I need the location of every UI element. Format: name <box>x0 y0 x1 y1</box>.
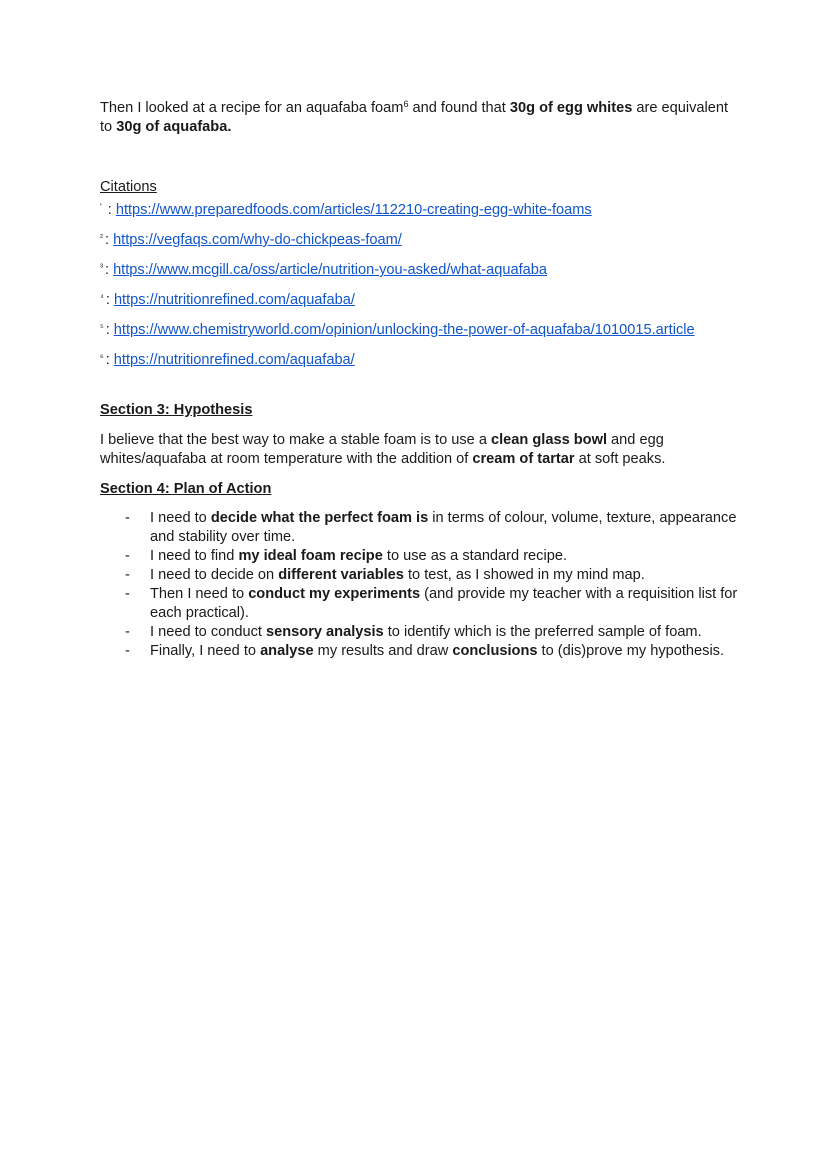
section-4-heading: Section 4: Plan of Action <box>100 481 272 497</box>
item-text: Then I need to <box>150 586 249 602</box>
list-dash: - <box>125 586 130 602</box>
citation-link[interactable]: https://www.mcgill.ca/oss/article/nutrition-you-asked/what-aquafaba <box>113 262 548 278</box>
citation-link[interactable]: https://nutritionrefined.com/aquafaba/ <box>113 352 355 368</box>
intro-paragraph <box>100 99 740 137</box>
list-dash: - <box>125 624 130 640</box>
citation-number: ⁴ <box>100 292 104 302</box>
citation-item <box>100 291 740 321</box>
citations-list <box>100 201 740 381</box>
list-item <box>100 585 740 623</box>
citation-separator: : <box>105 292 110 308</box>
item-text: I need to conduct <box>150 624 267 640</box>
citation-item <box>100 321 740 351</box>
list-item <box>100 547 740 566</box>
citations-heading: Citations <box>100 179 157 195</box>
hypothesis-bold: cream of tartar <box>472 451 575 467</box>
citation-separator: : <box>105 322 110 338</box>
citation-link[interactable]: https://www.chemistryworld.com/opinion/unlocking-the-power-of-aquafaba/1010015.article <box>113 322 695 338</box>
item-bold: different variables <box>278 567 404 583</box>
citation-item <box>100 231 740 261</box>
citation-item <box>100 261 740 291</box>
item-text: to identify which is the preferred sample of foam. <box>383 624 702 640</box>
list-item <box>100 566 740 585</box>
item-bold: analyse <box>260 643 314 659</box>
item-text: (and provide my teacher with a requisition list for each practical). <box>150 586 738 621</box>
item-text: I need to find <box>150 548 239 564</box>
document-page <box>100 99 740 661</box>
egg-whites-amount: 30g of egg whites <box>509 100 633 116</box>
citation-item <box>100 351 740 381</box>
item-text: I need to decide on <box>150 567 279 583</box>
list-dash: - <box>125 643 130 659</box>
item-bold: decide what the perfect foam is <box>210 510 429 526</box>
aquafaba-amount: 30g of aquafaba. <box>116 119 232 135</box>
hypothesis-bold: clean glass bowl <box>491 432 607 448</box>
citation-number: ⁶ <box>100 352 104 362</box>
citation-separator: : <box>105 262 110 278</box>
hypothesis-text: and egg whites/aquafaba at room temperature with the addition of <box>100 432 664 467</box>
item-bold: conduct my experiments <box>248 586 421 602</box>
item-text: to use as a standard recipe. <box>382 548 567 564</box>
item-text: to (dis)prove my hypothesis. <box>537 643 725 659</box>
list-item <box>100 623 740 642</box>
citation-separator: : <box>105 352 110 368</box>
item-text: my results and draw <box>313 643 453 659</box>
intro-text: and found that <box>408 100 510 116</box>
citation-number: ² <box>100 232 103 242</box>
hypothesis-text: I believe that the best way to make a stable foam is to use a <box>100 432 492 448</box>
intro-text: are equivalent to <box>100 100 729 135</box>
citation-link[interactable]: https://vegfaqs.com/why-do-chickpeas-foam/ <box>113 232 402 248</box>
item-bold: my ideal foam recipe <box>238 548 383 564</box>
list-dash: - <box>125 548 130 564</box>
item-text: Finally, I need to <box>150 643 261 659</box>
citation-number: ⁵ <box>100 322 104 332</box>
list-item <box>100 509 740 547</box>
item-text: I need to <box>150 510 211 526</box>
item-bold: conclusions <box>452 643 538 659</box>
item-bold: sensory analysis <box>266 624 384 640</box>
intro-text: Then I looked at a recipe for an aquafaba foam <box>100 100 404 116</box>
item-text: in terms of colour, volume, texture, appearance and stability over time. <box>150 510 737 545</box>
citation-number: ' <box>100 202 102 212</box>
list-dash: - <box>125 567 130 583</box>
citation-link[interactable]: https://nutritionrefined.com/aquafaba/ <box>113 292 355 308</box>
hypothesis-paragraph <box>100 431 740 469</box>
citation-separator: : <box>105 232 110 248</box>
citation-separator: : <box>103 202 112 218</box>
item-text: to test, as I showed in my mind map. <box>403 567 645 583</box>
plan-of-action-list <box>100 509 740 661</box>
citation-item <box>100 201 740 231</box>
hypothesis-text: at soft peaks. <box>574 451 666 467</box>
section-3-heading: Section 3: Hypothesis <box>100 402 253 418</box>
citation-number: ³ <box>100 262 103 272</box>
footnote-ref-6: 6 <box>403 99 409 109</box>
list-dash: - <box>125 510 130 526</box>
citation-link[interactable]: https://www.preparedfoods.com/articles/112210-creating-egg-white-foams <box>115 202 592 218</box>
list-item <box>100 642 740 661</box>
